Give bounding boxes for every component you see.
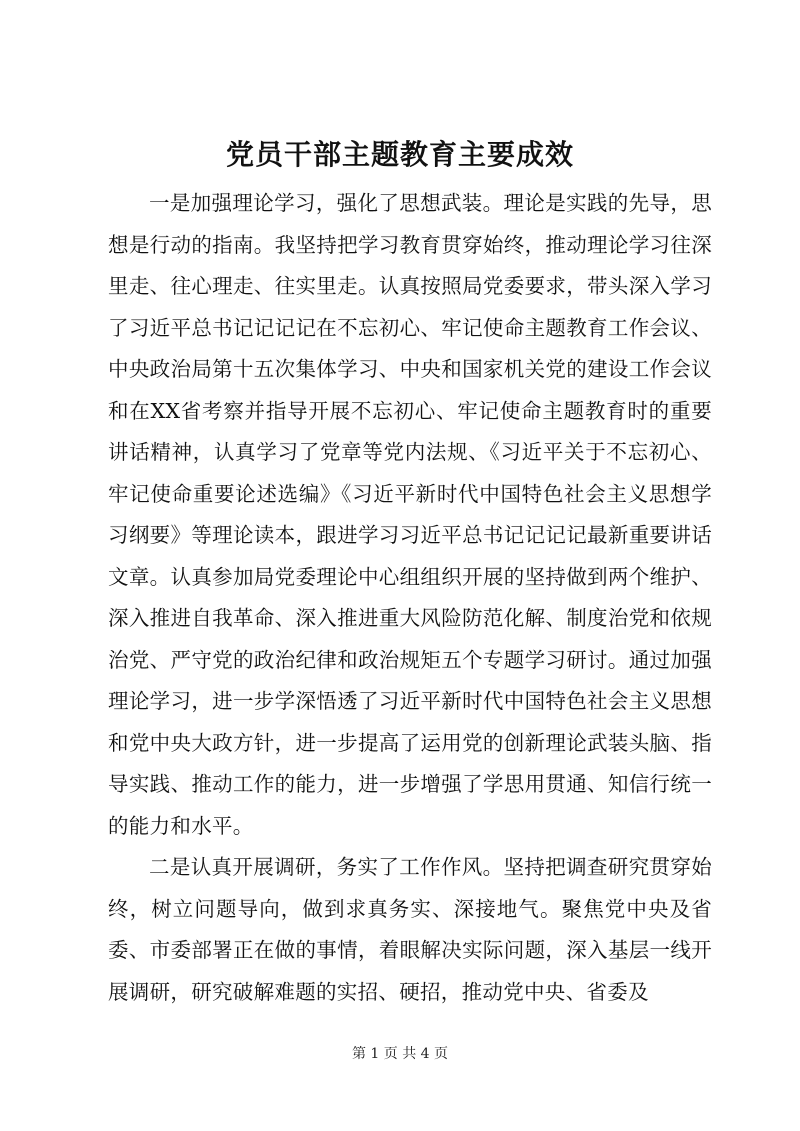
paragraph-1: 一是加强理论学习，强化了思想武装。理论是实践的先导，思想是行动的指南。我坚持把学习教育贯穿始终，推动理论学习往深里走、往心理走、往实里走。认真按照局党委要求，带头深入学习了习近平总书记记记记在不忘初心、牢记使命主题教育工作会议、中央政治局第十五次集体学习、中央和国家机关党的建设工作会议和在XX省考察并指导开展不忘初心、牢记使命主题教育时的重要讲话精神，认真学习了党章等党内法规、《习近平关于不忘初心、牢记使命重要论述选编》《习近平新时代中国特色社会主义思想学习纲要》等理论读本，跟进学习习近平总书记记记记最新重要讲话文章。认真参加局党委理论中心组组织开展的坚持做到两个维护、深入推进自我革命、深入推进重大风险防范化解、制度治党和依规治党、严守党的政治纪律和政治规矩五个专题学习研讨。通过加强理论学习，进一步学深悟透了习近平新时代中国特色社会主义思想和党中央大政方针，进一步提高了运用党的创新理论武装头脑、指导实践、推动工作的能力，进一步增强了学思用贯通、知信行统一的能力和水平。 (108, 191, 712, 838)
paragraph-2: 二是认真开展调研，务实了工作作风。坚持把调查研究贯穿始终，树立问题导向，做到求真务实、深接地气。聚焦党中央及省委、市委部署正在做的事情，着眼解决实际问题，深入基层一线开展调研，研究破解难题的实招、硬招，推动党中央、省委及 (108, 855, 712, 1004)
page-number-footer: 第 1 页 共 4 页 (351, 1046, 449, 1062)
document-body (108, 183, 712, 1013)
document-title: 党员干部主题教育主要成效 (225, 138, 574, 171)
